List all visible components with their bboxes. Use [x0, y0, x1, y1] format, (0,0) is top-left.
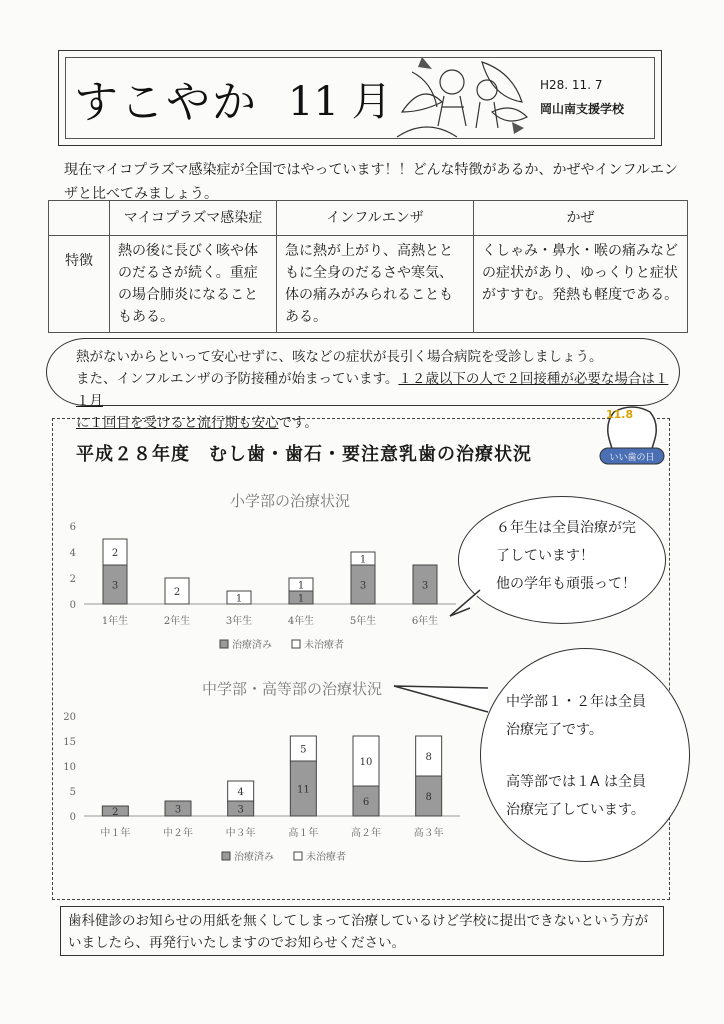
- bubble1-text: [496, 514, 646, 598]
- data-label: 1: [297, 580, 305, 592]
- x-tick-label: 高１年: [288, 828, 319, 839]
- data-label: 3: [359, 580, 367, 592]
- x-tick-label: 4年生: [287, 616, 315, 627]
- notice-line-2-a: また、インフルエンザの予防接種が始まっています。: [76, 371, 399, 387]
- legend-label: 未治療者: [304, 640, 344, 651]
- x-tick-label: 5年生: [349, 616, 377, 627]
- data-label: 4: [237, 787, 244, 798]
- x-tick-label: 3年生: [225, 616, 253, 627]
- intro-text: 現在マイコプラズマ感染症が全国ではやっています！！どんな特徴があるか、かぜやインフルエンザと比べてみましょう。: [64, 162, 678, 202]
- y-tick-label: 5: [69, 787, 76, 798]
- bubble2-line-4: 治療完了しています。: [506, 802, 645, 818]
- data-label: 8: [425, 752, 432, 763]
- y-tick-label: 20: [63, 712, 76, 723]
- notice-line-2-b: １２歳以下の人で２回接種が必要な場合は１１月: [76, 371, 669, 409]
- table-cell-mycoplasma: 熱の後に長びく咳や体のだるさが続く。重症の場合肺炎になることもある。: [110, 236, 277, 333]
- table-header-cold: かぜ: [474, 201, 688, 236]
- data-label: 2: [112, 807, 119, 818]
- data-label: 3: [421, 580, 429, 592]
- section-title: 平成２８年度 むし歯・歯石・要注意乳歯の治療状況: [76, 444, 532, 465]
- table-cell-cold: くしゃみ・鼻水・喉の痛みなどの症状があり、ゆっくりと症状がすすむ。発熱も軽度である。: [474, 236, 688, 333]
- x-tick-label: 高３年: [413, 828, 444, 839]
- y-tick-label: 10: [63, 762, 76, 773]
- x-tick-label: 1年生: [101, 616, 129, 627]
- bubble1-line-1: ６年生は全員治療が完: [496, 520, 636, 536]
- bubble2-line-3: 高等部では１A は全員: [506, 774, 647, 790]
- y-tick-label: 2: [69, 574, 76, 585]
- data-label: 1: [297, 593, 305, 605]
- chart-title: 中学部・高等部の治療状況: [201, 680, 383, 698]
- data-label: 1: [359, 554, 367, 566]
- school-name: 岡山南支援学校: [540, 102, 625, 116]
- y-tick-label: 6: [69, 522, 76, 533]
- bubble2-line-1: 中学部１・２年は全員: [506, 694, 646, 710]
- speech-bubble-tail-1: [448, 586, 484, 622]
- footer-text: 歯科健診のお知らせの用紙を無くしてしまって治療しているけど学校に提出できないという方がいましたら、再発行いたしますのでお知らせください。: [68, 913, 649, 951]
- data-label: 11: [296, 784, 310, 796]
- kids-leaves-illustration: [392, 52, 532, 144]
- x-tick-label: 6年生: [411, 616, 439, 627]
- bubble1-line-2: 了しています！: [496, 548, 594, 564]
- table-row-label: 特徴: [49, 236, 110, 333]
- legend-label: 未治療者: [306, 852, 346, 863]
- table-cell-influenza: 急に熱が上がり、高熱とともに全身のだるさや寒気、体の痛みがみられることもある。: [277, 236, 474, 333]
- tooth-badge-icon: [596, 404, 668, 470]
- table-corner-cell: [49, 201, 110, 236]
- legend-swatch: [222, 852, 230, 860]
- y-tick-label: 0: [69, 600, 76, 611]
- table-row: [49, 236, 688, 333]
- y-tick-label: 0: [69, 812, 76, 823]
- notice-line-1: 熱がないからといって安心せずに、咳などの症状が長引く場合病院を受診しましょう。: [76, 349, 603, 365]
- data-label: 2: [173, 587, 181, 598]
- legend-swatch: [220, 640, 228, 648]
- speech-bubble-tail-2: [392, 682, 492, 722]
- legend-label: 治療済み: [234, 852, 274, 863]
- data-label: 3: [237, 804, 244, 816]
- table-header-mycoplasma: マイコプラズマ感染症: [110, 201, 277, 236]
- notice-line-3-a: に１回目を受けると流行期も安心: [76, 415, 279, 431]
- data-label: 5: [300, 744, 307, 756]
- symptom-comparison-table: [48, 200, 688, 333]
- chart-title: 小学部の治療状況: [229, 492, 351, 510]
- notice-line-3-b: です。: [278, 415, 318, 431]
- x-tick-label: 中１年: [100, 828, 131, 839]
- table-header-row: [49, 201, 688, 236]
- bubble1-line-3: 他の学年も頑張って！: [496, 576, 636, 592]
- data-label: 10: [359, 757, 373, 768]
- data-label: 3: [174, 804, 182, 816]
- y-tick-label: 15: [63, 737, 76, 748]
- x-tick-label: 2年生: [163, 616, 191, 627]
- data-label: 3: [111, 580, 119, 592]
- legend-swatch: [294, 852, 302, 860]
- bubble2-line-2: 治療完了です。: [506, 722, 603, 738]
- legend-label: 治療済み: [232, 640, 272, 651]
- table-header-influenza: インフルエンザ: [277, 201, 474, 236]
- y-tick-label: 4: [69, 548, 76, 559]
- data-label: 2: [111, 548, 119, 559]
- x-tick-label: 中３年: [225, 828, 256, 839]
- data-label: 6: [362, 797, 370, 808]
- bubble2-text: [506, 688, 676, 824]
- legend-swatch: [292, 640, 300, 648]
- newsletter-month: 11 月: [288, 79, 392, 125]
- svg-text:11.8: 11.8: [606, 408, 634, 421]
- x-tick-label: 中２年: [163, 828, 193, 839]
- elementary-treatment-chart: [56, 480, 476, 660]
- data-label: 1: [235, 593, 243, 605]
- x-tick-label: 高２年: [351, 828, 381, 839]
- data-label: 8: [425, 792, 432, 803]
- badge-label: いい歯の日: [609, 453, 655, 463]
- notice-line-2: [76, 368, 676, 412]
- newsletter-title: すこやか: [74, 77, 258, 128]
- issue-date: H28. 11. 7: [540, 78, 603, 92]
